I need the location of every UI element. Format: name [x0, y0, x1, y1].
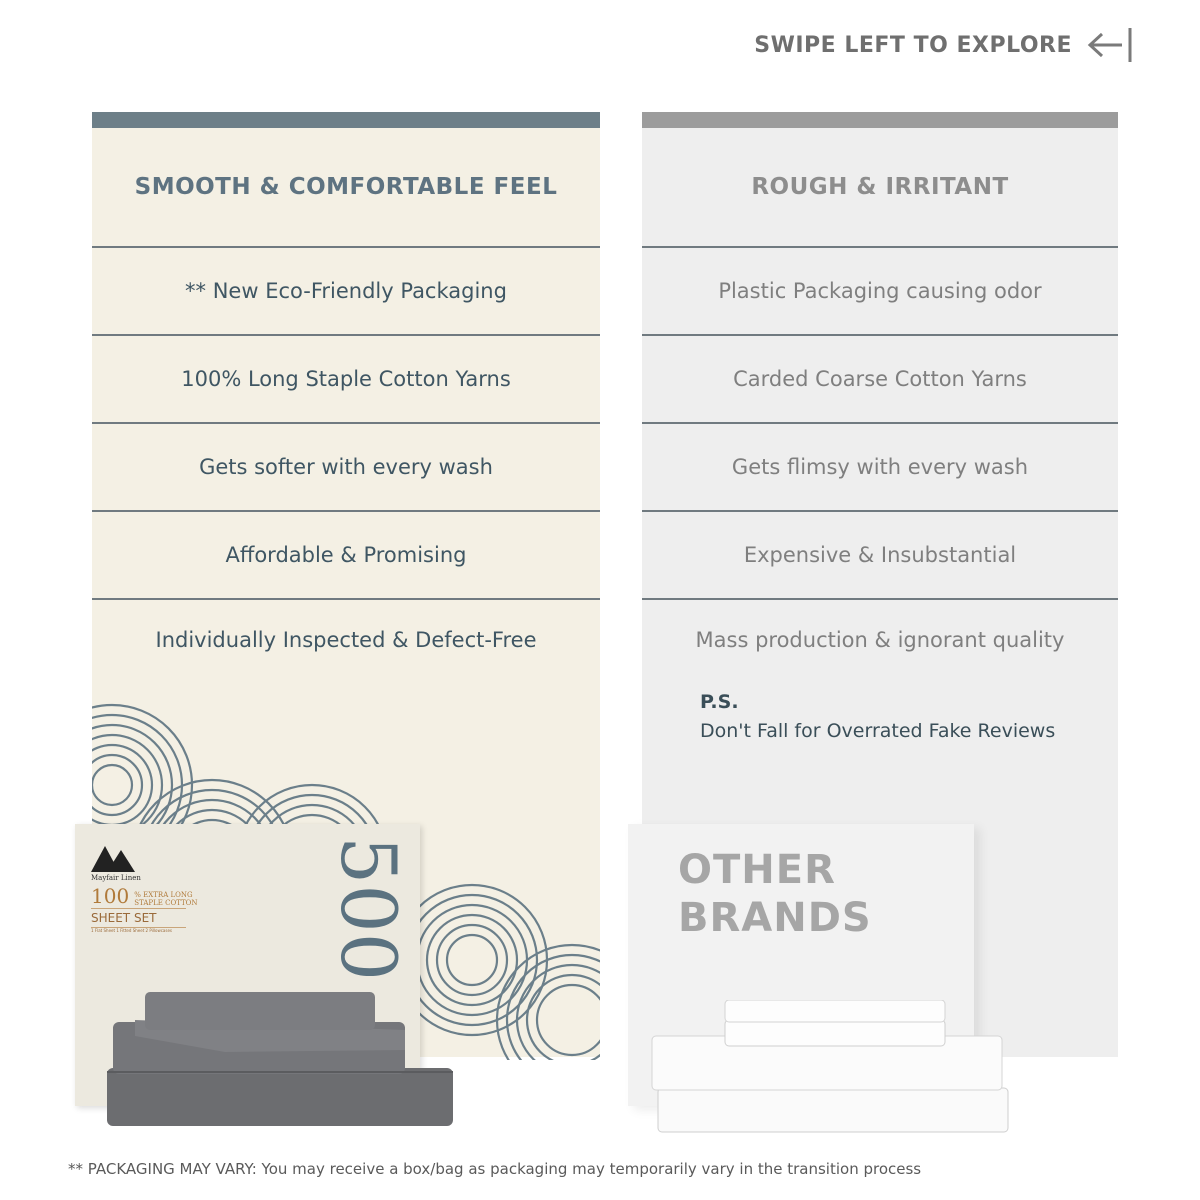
- column-heading: [92, 128, 600, 248]
- row-text: Carded Coarse Cotton Yarns: [733, 367, 1027, 391]
- packaging-footnote: ** PACKAGING MAY VARY: You may receive a box/bag as packaging may temporarily vary in the transition process: [68, 1160, 922, 1178]
- comparison-row: [642, 424, 1118, 512]
- product-contents: 1 Flat Sheet 1 Fitted Sheet 2 Pillowcases: [91, 928, 173, 933]
- arrow-left-to-bar-icon: [1086, 26, 1134, 64]
- thread-count: 500: [324, 836, 413, 982]
- comparison-row: [92, 248, 600, 336]
- row-text: Mass production & ignorant quality: [695, 628, 1065, 652]
- mountain-logo-icon: [91, 842, 135, 872]
- label-line-1: OTHER: [678, 847, 836, 893]
- comparison-row: [92, 336, 600, 424]
- heading-text: SMOOTH & COMFORTABLE FEEL: [134, 174, 558, 200]
- product-type: SHEET SET: [91, 908, 186, 928]
- comparison-row: [92, 424, 600, 512]
- row-text: Plastic Packaging causing odor: [718, 279, 1042, 303]
- row-text: Gets flimsy with every wash: [731, 455, 1029, 479]
- row-text: Individually Inspected & Defect-Free: [155, 628, 537, 652]
- comparison-row: [642, 512, 1118, 600]
- column-header-bar: [642, 112, 1118, 128]
- row-text: ** New Eco-Friendly Packaging: [185, 279, 507, 303]
- label-line-2: BRANDS: [678, 895, 872, 941]
- comparison-row: [642, 248, 1118, 336]
- heading-text: ROUGH & IRRITANT: [751, 174, 1009, 200]
- swipe-label: SWIPE LEFT TO EXPLORE: [754, 32, 1072, 58]
- brand-name: Mayfair Linen: [91, 874, 141, 882]
- column-header-bar: [92, 112, 600, 128]
- percent-value: 100: [91, 884, 130, 908]
- column-heading: [642, 128, 1118, 248]
- row-text: Affordable & Promising: [225, 543, 467, 567]
- ps-text: Don't Fall for Overrated Fake Reviews: [700, 720, 1056, 742]
- row-text: Expensive & Insubstantial: [743, 543, 1017, 567]
- percent-desc: [134, 891, 197, 907]
- comparison-row: [92, 512, 600, 600]
- ps-note: [700, 688, 1055, 746]
- white-sheets-stack-image: [650, 1000, 1010, 1135]
- grey-sheets-stack-image: [105, 990, 455, 1130]
- row-text: Gets softer with every wash: [199, 455, 493, 479]
- percent-desc-1: % EXTRA LONG: [134, 890, 193, 899]
- swipe-hint: [754, 26, 1134, 64]
- comparison-row: [642, 600, 1118, 652]
- percent-desc-2: STAPLE COTTON: [134, 898, 198, 907]
- comparison-row: [642, 336, 1118, 424]
- comparison-row: [92, 600, 600, 652]
- row-text: 100% Long Staple Cotton Yarns: [181, 367, 511, 391]
- cotton-percent: [91, 884, 198, 908]
- other-brands-label: [678, 846, 872, 942]
- ps-title: P.S.: [700, 691, 739, 713]
